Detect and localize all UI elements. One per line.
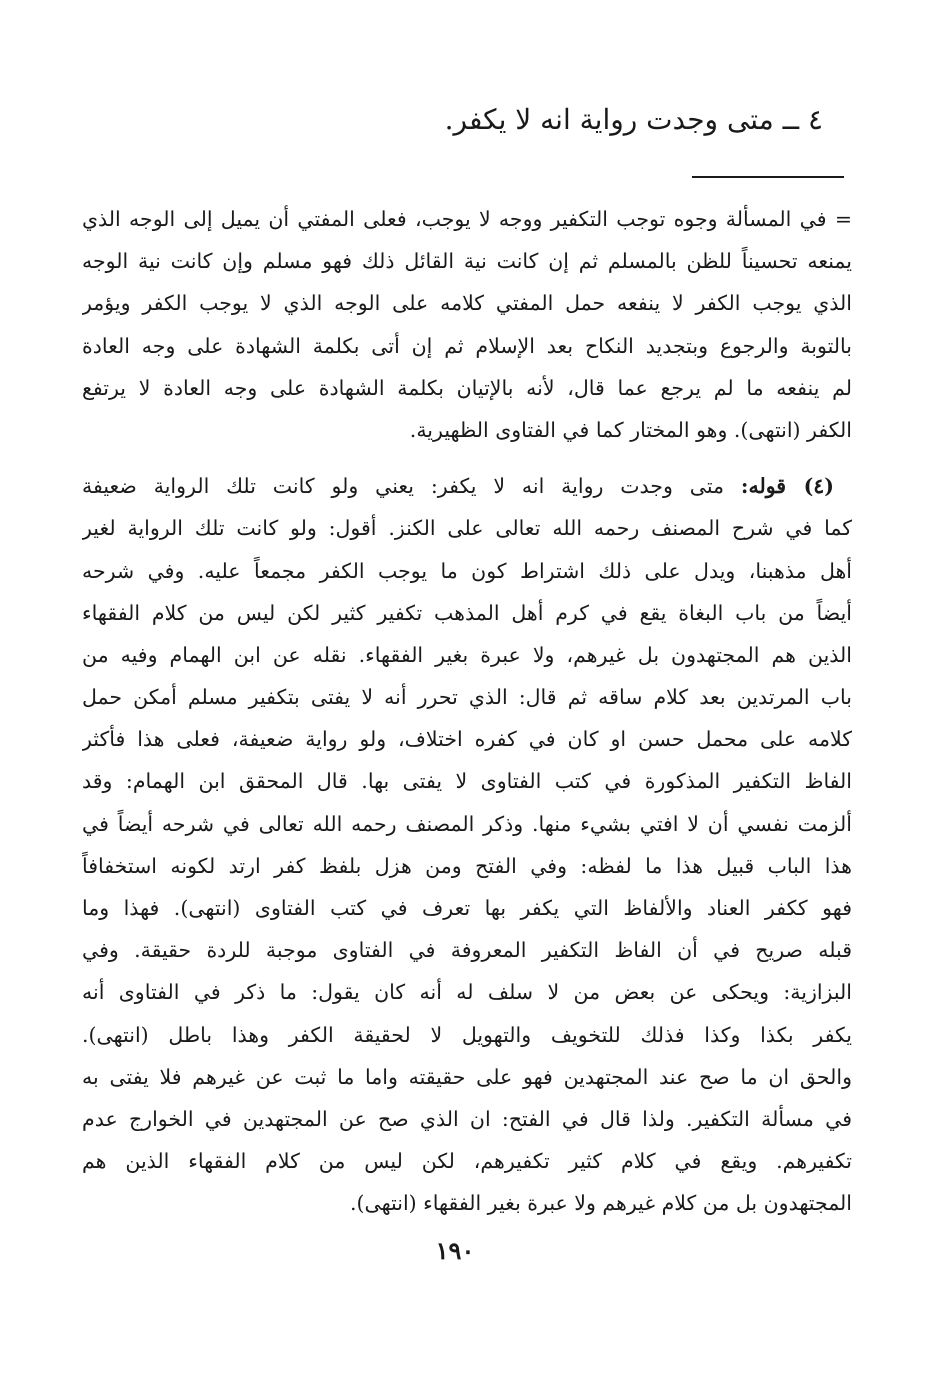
footnote-line: باب المرتدين بعد كلام ساقه ثم قال: الذي تحرر أنه لا يفتى بتكفير مسلم أمكن حمل (82, 685, 852, 710)
footnote-line-text: متى وجدت رواية انه لا يكفر: يعني ولو كانت تلك الرواية ضعيفة (82, 474, 741, 499)
footnote-line: أهل مذهبنا، ويدل على ذلك اشتراط كون ما يوجب الكفر مجمعاً عليه. وفي شرحه (82, 558, 852, 583)
footnote-line: يكفر بكذا وكذا فذلك للتخويف والتهويل لا لحقيقة الكفر وهذا باطل (انتهى). (82, 1022, 852, 1047)
footnote-line: الذين هم المجتهدون بل غيرهم، ولا عبرة بغير الفقهاء. نقله عن ابن الهمام وفيه من (82, 642, 852, 667)
footnote-line: الفاظ التكفير المذكورة في كتب الفتاوى لا يفتى بها. قال المحقق ابن الهمام: وقد (82, 769, 852, 794)
footnote-line: الكفر (انتهى). وهو المختار كما في الفتاوى الظهيرية. (409, 417, 852, 442)
footnote-continuation (82, 198, 852, 451)
footnote-line: الذي يوجب الكفر لا ينفعه حمل المفتي كلامه على الوجه الذي لا يوجب الكفر ويؤمر (82, 291, 852, 316)
footnote-separator-rule (692, 176, 844, 178)
footnote-line: أيضاً من باب البغاة يقع في كرم أهل المذهب تكفير كثير لكن ليس من كلام الفقهاء (82, 600, 852, 625)
footnote-line: هذا الباب قبيل هذا ما لفظه: وفي الفتح ومن هزل بلفظ كفر ارتد لكونه استخفافاً (82, 853, 852, 878)
footnote-line: في مسألة التكفير. ولذا قال في الفتح: ان الذي صح عن المجتهدين في الخوارج عدم (82, 1106, 852, 1131)
footnote-line: كلامه على محمل حسن او كان في كفره اختلاف، ولو رواية ضعيفة، فعلى هذا فأكثر (82, 727, 852, 752)
main-text: ٤ ــ متى وجدت رواية انه لا يكفر. (444, 103, 823, 136)
footnote-line: بالتوبة والرجوع وبتجديد النكاح بعد الإسلام ثم إن أتى بكلمة الشهادة على وجه العادة (82, 333, 852, 358)
footnote-line: قبله صريح في أن الفاظ التكفير المعروفة في الفتاوى موجبة للردة حقيقة. وفي (82, 938, 852, 963)
footnote-line: المجتهدون بل من كلام غيرهم ولا عبرة بغير الفقهاء (انتهى). (350, 1191, 852, 1216)
footnotes-section (82, 198, 852, 1225)
footnote-lead: (٤) قوله: (740, 474, 834, 499)
footnote-line: كما في شرح المصنف رحمه الله تعالى على الكنز. أقول: ولو كانت تلك الرواية لغير (82, 516, 852, 541)
footnote-4 (82, 465, 852, 1224)
footnote-line: ألزمت نفسي أن لا افتي بشيء منها. وذكر المصنف رحمه الله تعالى في شرحه أيضاً في (82, 811, 852, 836)
footnote-line: تكفيرهم. ويقع في كلام كثير تكفيرهم، لكن ليس من كلام الفقهاء الذين هم (82, 1149, 852, 1174)
footnote-line: فهو ككفر العناد والألفاظ التي يكفر بها تعرف في كتب الفتاوى (انتهى). فهذا وما (82, 896, 852, 920)
footnote-line: والحق ان ما صح عند المجتهدين فهو على حقيقته واما ما ثبت عن غيرهم فلا يفتى به (82, 1064, 852, 1089)
footnote-line: يمنعه تحسيناً للظن بالمسلم ثم إن كانت نية القائل ذلك فهو مسلم وإن كانت نية الوجه (82, 249, 852, 274)
page-number: ١٩٠ (435, 1236, 475, 1265)
footnote-line: لم ينفعه ما لم يرجع عما قال، لأنه بالإتيان بكلمة الشهادة على وجه العادة لا يرتفع (82, 375, 852, 400)
footnote-line: = في المسألة وجوه توجب التكفير ووجه لا يوجب، فعلى المفتي أن يميل إلى الوجه الذي (82, 207, 852, 231)
footnote-line: البزازية: ويحكى عن بعض من لا سلف له أنه كان يقول: ما ذكر في الفتاوى أنه (82, 980, 852, 1005)
footnote-line-first (82, 465, 852, 507)
